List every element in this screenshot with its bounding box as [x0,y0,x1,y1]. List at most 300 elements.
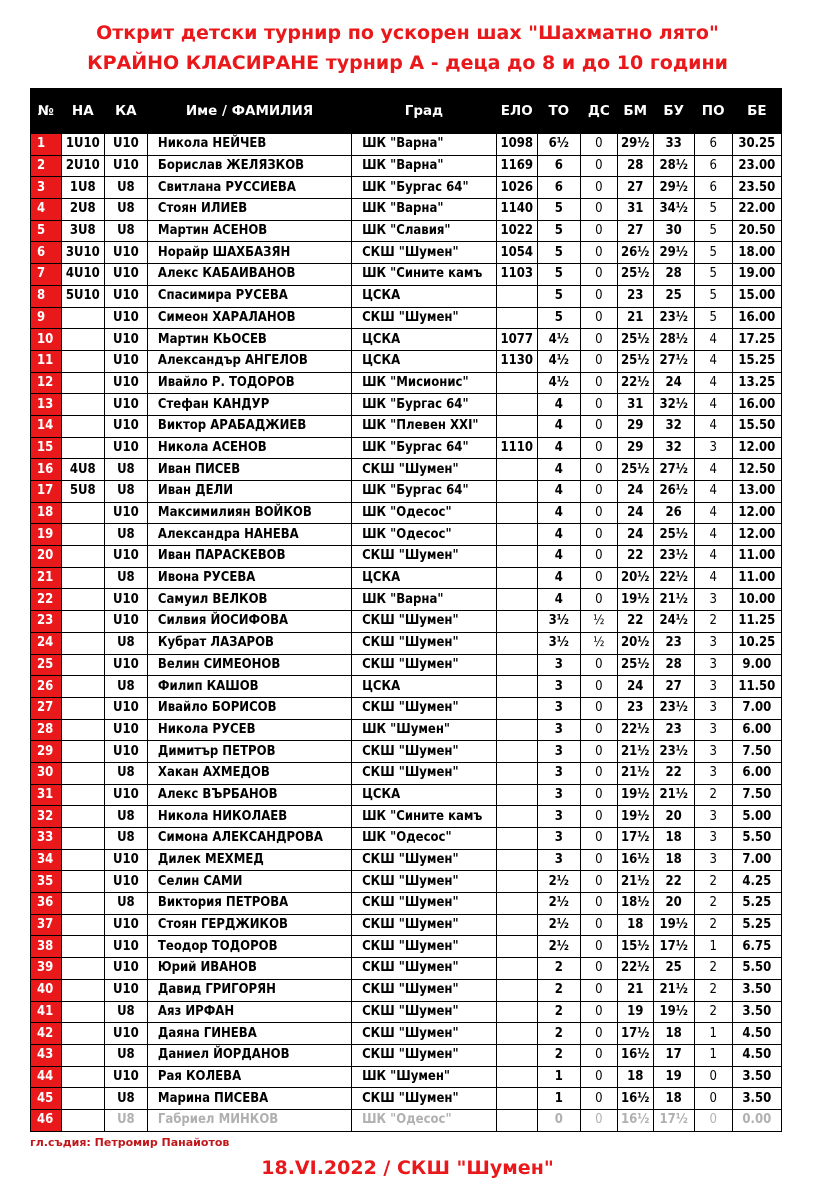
cell-pts: 3 [537,806,580,828]
cell-bu: 22 [653,871,694,893]
cell-elo [496,546,537,568]
cell-na [61,719,104,741]
col-header-name: Име / ФАМИЛИЯ [147,89,351,134]
cell-bu: 22½ [653,567,694,589]
cell-bu: 34½ [653,199,694,221]
cell-rank: 25 [31,654,62,676]
cell-name: Габриел МИНКОВ [147,1109,351,1131]
cell-bu: 18 [653,828,694,850]
cell-bm: 31 [617,394,653,416]
cell-ka: U10 [104,1066,147,1088]
cell-bu: 21½ [653,589,694,611]
cell-pl: 2 [694,914,732,936]
cell-city: СКШ "Шумен" [352,611,497,633]
cell-na: 2U8 [61,199,104,221]
cell-be: 4.25 [732,871,781,893]
cell-ka: U10 [104,307,147,329]
table-header-row [31,89,782,134]
cell-city: СКШ "Шумен" [352,871,497,893]
cell-na: 2U10 [61,155,104,177]
cell-bm: 16½ [617,849,653,871]
cell-elo [496,676,537,698]
cell-pts: 2½ [537,914,580,936]
cell-na [61,307,104,329]
cell-pts: 5 [537,307,580,329]
cell-rank: 21 [31,567,62,589]
cell-city: ШК "Одесос" [352,502,497,524]
cell-elo: 1140 [496,199,537,221]
cell-pl: 3 [694,806,732,828]
cell-bu: 28 [653,654,694,676]
cell-na [61,741,104,763]
cell-city: СКШ "Шумен" [352,958,497,980]
cell-bu: 27½ [653,350,694,372]
cell-name: Филип КАШОВ [147,676,351,698]
cell-ds: 0 [580,828,617,850]
cell-pts: 1 [537,1066,580,1088]
cell-rank: 15 [31,437,62,459]
cell-pts: 3 [537,719,580,741]
table-row [31,155,782,177]
cell-name: Силвия ЙОСИФОВА [147,611,351,633]
cell-bu: 23½ [653,741,694,763]
cell-be: 10.00 [732,589,781,611]
cell-bu: 32½ [653,394,694,416]
cell-bu: 29½ [653,242,694,264]
cell-bm: 15½ [617,936,653,958]
cell-ka: U8 [104,893,147,915]
table-row [31,220,782,242]
cell-na [61,546,104,568]
table-row [31,177,782,199]
cell-ka: U10 [104,372,147,394]
cell-be: 23.50 [732,177,781,199]
cell-ka: U8 [104,632,147,654]
table-row [31,654,782,676]
cell-pl: 3 [694,632,732,654]
cell-pts: 5 [537,220,580,242]
cell-na [61,1066,104,1088]
cell-bm: 17½ [617,828,653,850]
cell-rank: 7 [31,264,62,286]
cell-bu: 24 [653,372,694,394]
table-row [31,264,782,286]
cell-pl: 0 [694,1109,732,1131]
cell-pts: 3½ [537,611,580,633]
cell-na: 3U8 [61,220,104,242]
cell-be: 5.50 [732,828,781,850]
cell-na [61,849,104,871]
cell-bm: 29 [617,415,653,437]
cell-pl: 2 [694,784,732,806]
cell-city: ШК "Бургас 64" [352,394,497,416]
cell-na [61,979,104,1001]
cell-na [61,1001,104,1023]
cell-pts: 5 [537,242,580,264]
cell-bu: 17 [653,1044,694,1066]
cell-ds: 0 [580,849,617,871]
cell-rank: 3 [31,177,62,199]
cell-na [61,329,104,351]
cell-name: Самуил ВЕЛКОВ [147,589,351,611]
cell-ka: U8 [104,481,147,503]
cell-pts: 3 [537,828,580,850]
cell-pts: 4½ [537,372,580,394]
cell-pts: 4 [537,415,580,437]
cell-be: 6.75 [732,936,781,958]
cell-rank: 5 [31,220,62,242]
table-row [31,372,782,394]
cell-na [61,394,104,416]
cell-be: 7.00 [732,697,781,719]
cell-pl: 4 [694,459,732,481]
cell-city: СКШ "Шумен" [352,654,497,676]
col-header-ds: ДС [580,89,617,134]
cell-bm: 16½ [617,1109,653,1131]
cell-name: Хакан АХМЕДОВ [147,762,351,784]
cell-rank: 43 [31,1044,62,1066]
cell-pl: 6 [694,177,732,199]
cell-be: 19.00 [732,264,781,286]
cell-ka: U8 [104,1088,147,1110]
cell-rank: 39 [31,958,62,980]
cell-rank: 35 [31,871,62,893]
cell-elo [496,481,537,503]
cell-elo [496,1066,537,1088]
cell-elo [496,806,537,828]
cell-elo [496,632,537,654]
cell-rank: 31 [31,784,62,806]
cell-rank: 23 [31,611,62,633]
cell-elo: 1026 [496,177,537,199]
date-place: 18.VI.2022 / СКШ "Шумен" [261,1157,554,1179]
table-row [31,415,782,437]
cell-bm: 24 [617,502,653,524]
cell-bm: 18½ [617,893,653,915]
cell-bm: 31 [617,199,653,221]
chief-referee: гл.съдия: Петромир Панайотов [30,1136,230,1149]
cell-ds: 0 [580,719,617,741]
cell-bm: 25½ [617,350,653,372]
cell-elo [496,871,537,893]
cell-pl: 2 [694,611,732,633]
table-row [31,936,782,958]
cell-rank: 46 [31,1109,62,1131]
cell-ka: U10 [104,958,147,980]
cell-ds: 0 [580,1109,617,1131]
cell-name: Теодор ТОДОРОВ [147,936,351,958]
cell-rank: 33 [31,828,62,850]
cell-rank: 42 [31,1023,62,1045]
cell-bu: 26 [653,502,694,524]
cell-pts: 6½ [537,134,580,156]
cell-be: 23.00 [732,155,781,177]
cell-be: 18.00 [732,242,781,264]
cell-bu: 25½ [653,524,694,546]
cell-ds: 0 [580,589,617,611]
cell-pl: 5 [694,199,732,221]
cell-ka: U10 [104,350,147,372]
cell-pts: 5 [537,199,580,221]
cell-ds: ½ [580,632,617,654]
cell-bm: 27 [617,220,653,242]
col-header-points: ТО [537,89,580,134]
cell-elo [496,784,537,806]
cell-name: Алекс КАБАИВАНОВ [147,264,351,286]
cell-bu: 30 [653,220,694,242]
cell-pl: 3 [694,676,732,698]
cell-bm: 21½ [617,762,653,784]
cell-city: ШК "Бургас 64" [352,437,497,459]
cell-rank: 22 [31,589,62,611]
cell-bu: 24½ [653,611,694,633]
cell-ds: 0 [580,741,617,763]
cell-be: 7.00 [732,849,781,871]
cell-ka: U10 [104,611,147,633]
cell-be: 6.00 [732,719,781,741]
cell-ka: U10 [104,437,147,459]
cell-pts: 6 [537,155,580,177]
cell-pl: 3 [694,437,732,459]
cell-bu: 22 [653,762,694,784]
cell-be: 11.25 [732,611,781,633]
cell-ds: 0 [580,285,617,307]
cell-city: СКШ "Шумен" [352,893,497,915]
cell-ds: 0 [580,459,617,481]
cell-na: 4U8 [61,459,104,481]
cell-pl: 4 [694,329,732,351]
table-row [31,719,782,741]
cell-bm: 23 [617,285,653,307]
cell-ka: U10 [104,1023,147,1045]
cell-pl: 4 [694,415,732,437]
table-row [31,437,782,459]
cell-elo: 1130 [496,350,537,372]
cell-rank: 44 [31,1066,62,1088]
cell-pts: 3 [537,784,580,806]
cell-na [61,1088,104,1110]
table-row [31,1044,782,1066]
cell-bu: 19½ [653,1001,694,1023]
cell-pl: 2 [694,1001,732,1023]
cell-be: 3.50 [732,1088,781,1110]
cell-pl: 3 [694,741,732,763]
col-header-rank: № [31,89,62,134]
cell-city: ШК "Шумен" [352,719,497,741]
cell-rank: 26 [31,676,62,698]
cell-ds: 0 [580,415,617,437]
cell-ds: 0 [580,199,617,221]
cell-rank: 36 [31,893,62,915]
cell-ds: 0 [580,567,617,589]
cell-rank: 17 [31,481,62,503]
cell-name: Юрий ИВАНОВ [147,958,351,980]
cell-ds: 0 [580,437,617,459]
cell-name: Даниел ЙОРДАНОВ [147,1044,351,1066]
cell-bm: 21 [617,979,653,1001]
cell-be: 13.00 [732,481,781,503]
cell-elo [496,762,537,784]
cell-city: ЦСКА [352,285,497,307]
cell-be: 6.00 [732,762,781,784]
cell-be: 10.25 [732,632,781,654]
cell-ds: 0 [580,914,617,936]
cell-be: 0.00 [732,1109,781,1131]
cell-na [61,762,104,784]
cell-pts: 2 [537,958,580,980]
cell-na [61,632,104,654]
table-row [31,828,782,850]
cell-bm: 29½ [617,134,653,156]
cell-rank: 41 [31,1001,62,1023]
cell-rank: 2 [31,155,62,177]
cell-elo [496,1109,537,1131]
cell-elo [496,936,537,958]
cell-bm: 25½ [617,264,653,286]
cell-na [61,958,104,980]
cell-be: 4.50 [732,1044,781,1066]
table-row [31,546,782,568]
cell-ds: 0 [580,220,617,242]
cell-city: СКШ "Шумен" [352,632,497,654]
cell-ka: U10 [104,589,147,611]
cell-bm: 28 [617,155,653,177]
cell-bu: 21½ [653,784,694,806]
cell-rank: 18 [31,502,62,524]
cell-be: 3.50 [732,1001,781,1023]
cell-na: 4U10 [61,264,104,286]
cell-city: ЦСКА [352,784,497,806]
cell-na: 3U10 [61,242,104,264]
cell-bm: 19½ [617,784,653,806]
cell-elo: 1103 [496,264,537,286]
cell-ds: 0 [580,979,617,1001]
cell-bm: 26½ [617,242,653,264]
cell-elo [496,285,537,307]
cell-bm: 18 [617,1066,653,1088]
cell-ds: 0 [580,1023,617,1045]
cell-rank: 6 [31,242,62,264]
table-row [31,762,782,784]
cell-be: 30.25 [732,134,781,156]
cell-be: 5.00 [732,806,781,828]
cell-bm: 19½ [617,589,653,611]
cell-name: Велин СИМЕОНОВ [147,654,351,676]
cell-be: 17.25 [732,329,781,351]
cell-ds: 0 [580,676,617,698]
cell-ds: 0 [580,481,617,503]
cell-ka: U8 [104,459,147,481]
cell-na [61,567,104,589]
cell-city: СКШ "Шумен" [352,936,497,958]
cell-ds: 0 [580,177,617,199]
cell-rank: 14 [31,415,62,437]
cell-ka: U10 [104,741,147,763]
table-row [31,481,782,503]
cell-elo [496,958,537,980]
cell-pl: 2 [694,958,732,980]
cell-bu: 18 [653,1088,694,1110]
cell-bu: 21½ [653,979,694,1001]
cell-elo [496,611,537,633]
cell-city: ШК "Одесос" [352,1109,497,1131]
cell-pl: 1 [694,936,732,958]
cell-be: 3.50 [732,979,781,1001]
cell-ds: 0 [580,871,617,893]
table-row [31,394,782,416]
cell-city: СКШ "Шумен" [352,979,497,1001]
cell-bu: 17½ [653,936,694,958]
cell-ka: U8 [104,199,147,221]
cell-rank: 11 [31,350,62,372]
cell-name: Аяз ИРФАН [147,1001,351,1023]
cell-pl: 5 [694,242,732,264]
cell-name: Димитър ПЕТРОВ [147,741,351,763]
cell-bu: 18 [653,1023,694,1045]
col-header-city: Град [352,89,497,134]
cell-rank: 8 [31,285,62,307]
cell-bm: 21 [617,307,653,329]
cell-ds: 0 [580,1001,617,1023]
cell-bm: 21½ [617,741,653,763]
cell-bm: 22 [617,546,653,568]
cell-pts: 2 [537,1023,580,1045]
cell-pl: 1 [694,1044,732,1066]
cell-pts: 4 [537,589,580,611]
cell-ds: 0 [580,329,617,351]
cell-ds: 0 [580,155,617,177]
cell-pl: 4 [694,350,732,372]
cell-rank: 9 [31,307,62,329]
cell-name: Виктория ПЕТРОВА [147,893,351,915]
cell-pts: 3 [537,762,580,784]
cell-ds: 0 [580,762,617,784]
cell-elo: 1169 [496,155,537,177]
cell-ka: U8 [104,220,147,242]
cell-be: 12.00 [732,524,781,546]
cell-name: Иван ПАРАСКЕВОВ [147,546,351,568]
cell-bu: 17½ [653,1109,694,1131]
cell-bu: 32 [653,415,694,437]
cell-name: Свитлана РУССИЕВА [147,177,351,199]
cell-bm: 22½ [617,958,653,980]
cell-name: Никола РУСЕВ [147,719,351,741]
cell-ds: 0 [580,784,617,806]
cell-elo [496,741,537,763]
cell-rank: 34 [31,849,62,871]
cell-bu: 23 [653,719,694,741]
cell-elo [496,459,537,481]
cell-pl: 5 [694,285,732,307]
cell-ds: 0 [580,307,617,329]
cell-elo [496,394,537,416]
cell-pts: 6 [537,177,580,199]
cell-city: ЦСКА [352,676,497,698]
cell-city: ШК "Одесос" [352,828,497,850]
cell-pts: 4 [537,459,580,481]
cell-ka: U8 [104,828,147,850]
cell-pl: 4 [694,546,732,568]
table-row [31,350,782,372]
cell-na: 1U8 [61,177,104,199]
table-row [31,1109,782,1131]
cell-be: 5.50 [732,958,781,980]
table-row [31,199,782,221]
cell-bu: 23 [653,632,694,654]
cell-pts: 0 [537,1109,580,1131]
cell-elo: 1022 [496,220,537,242]
cell-ka: U10 [104,415,147,437]
